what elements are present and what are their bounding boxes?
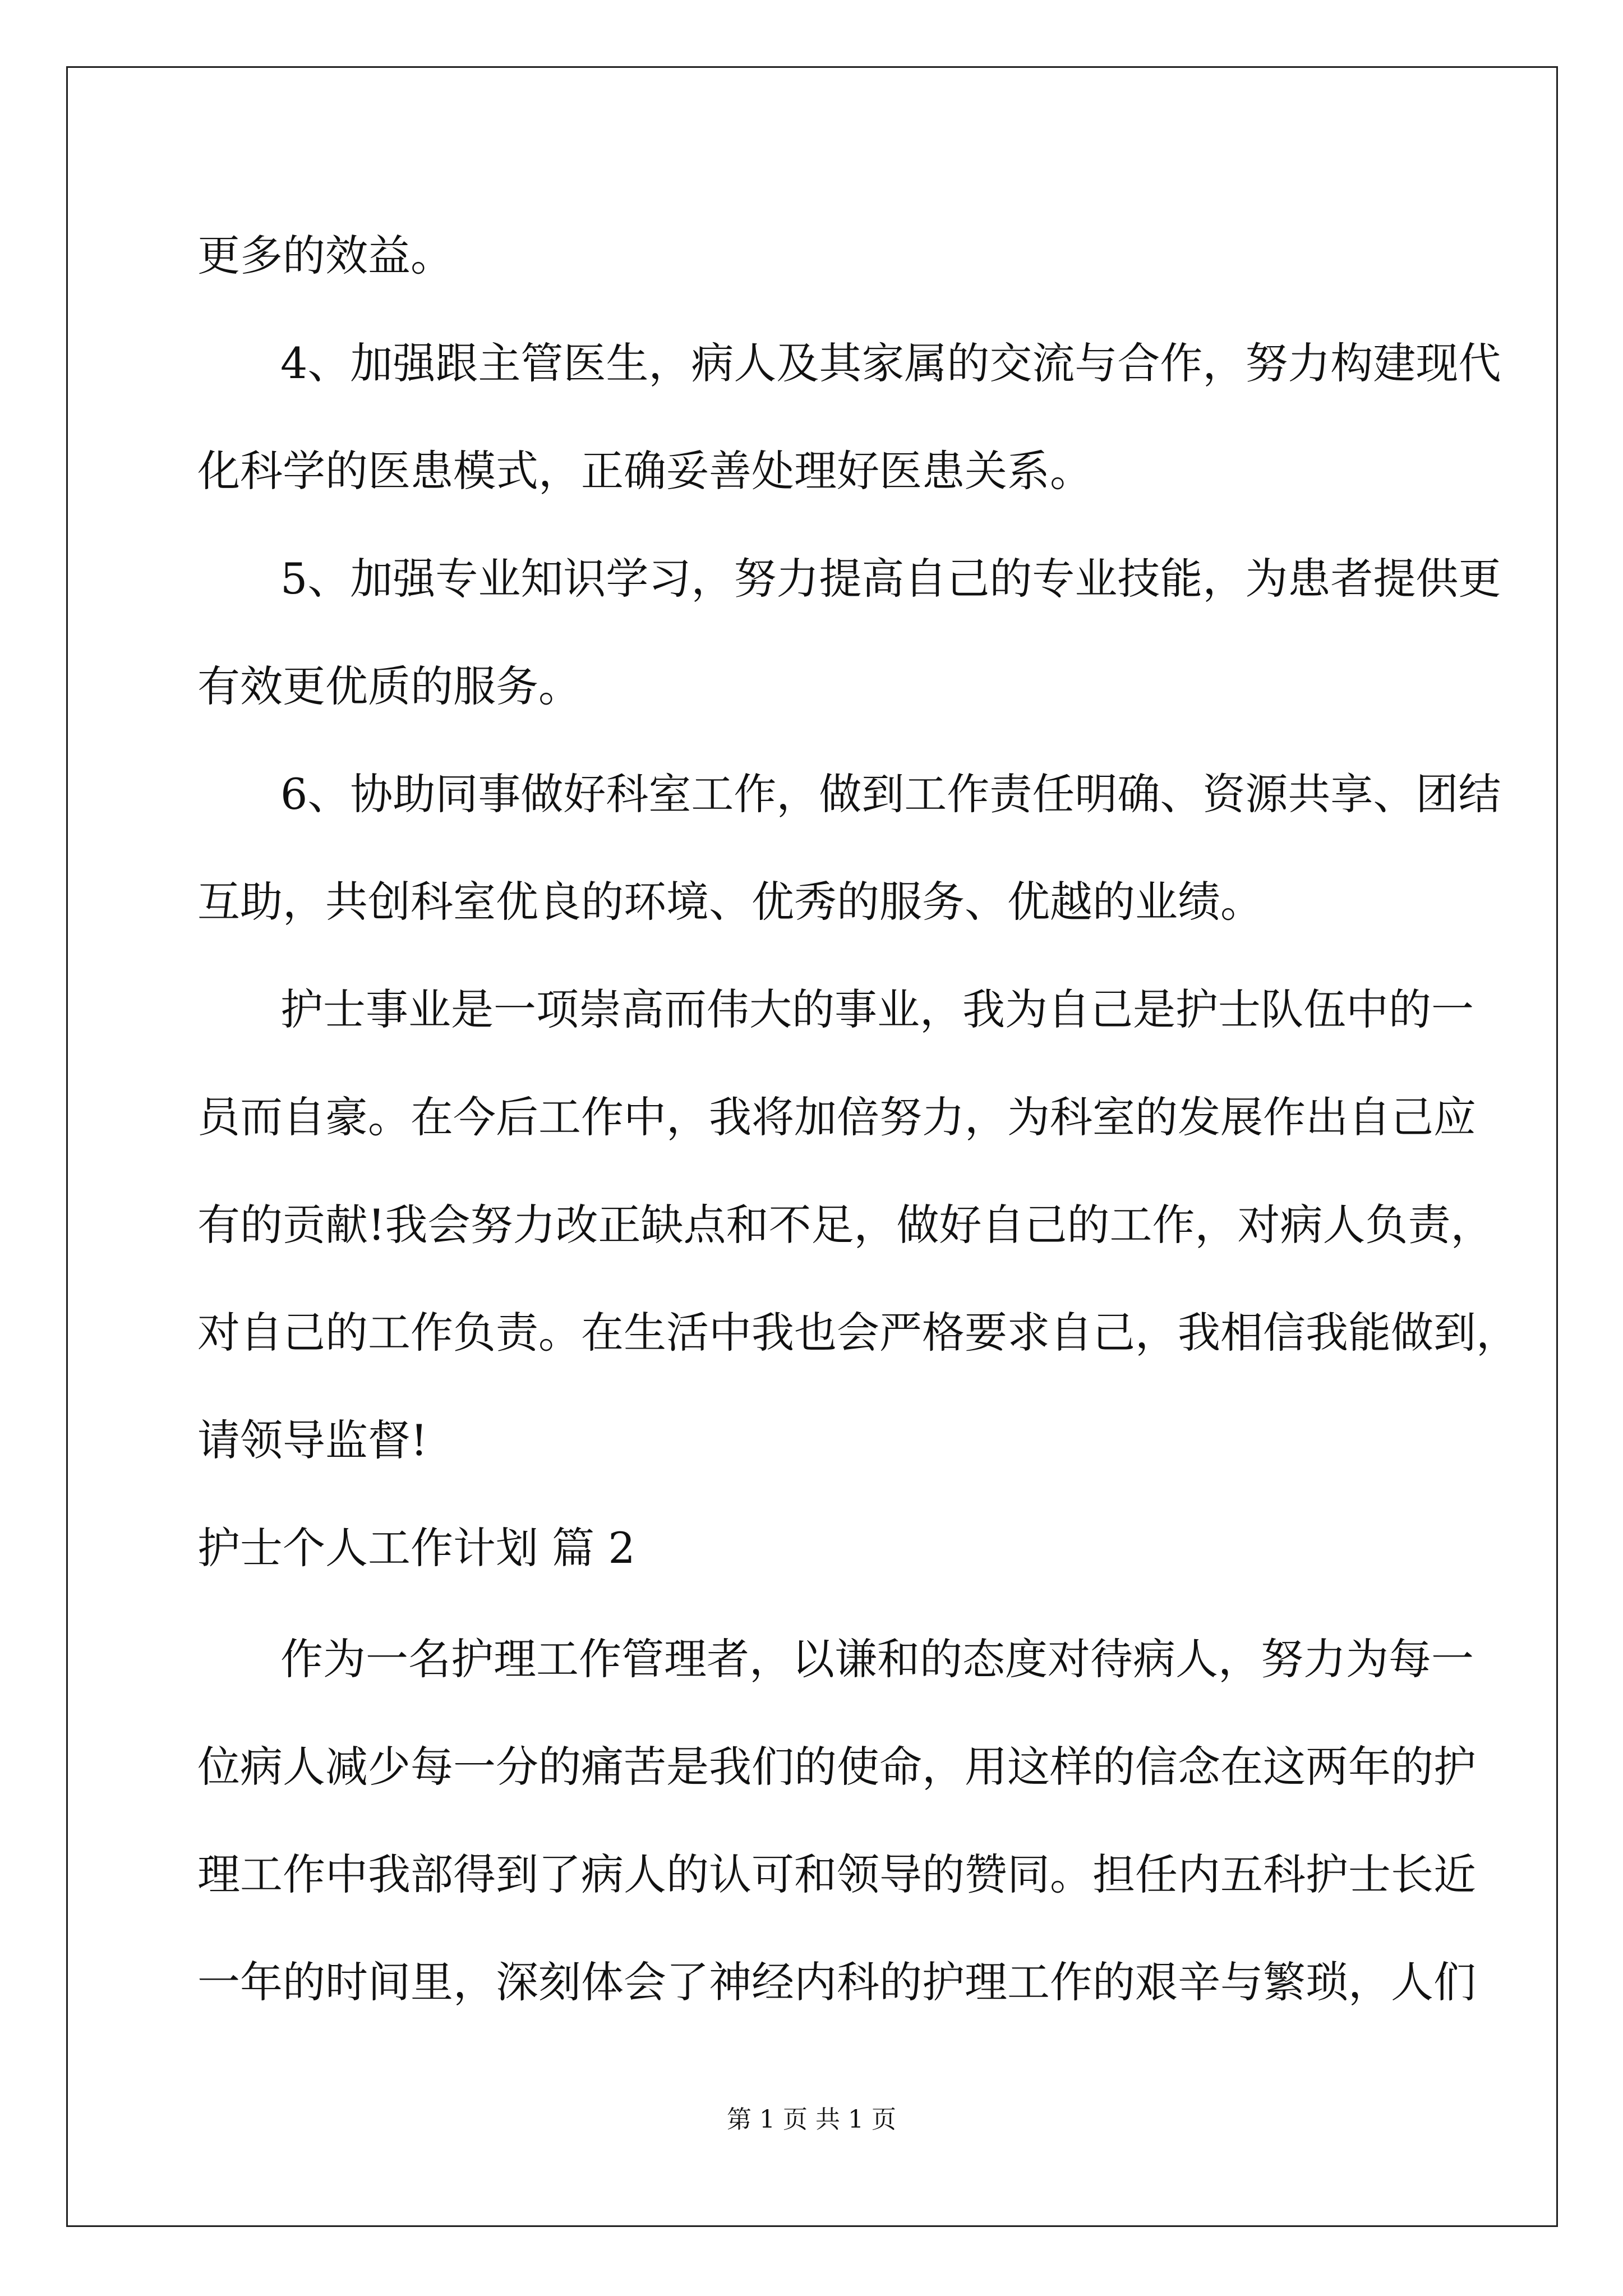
paragraph-line: 有的贡献!我会努力改正缺点和不足，做好自己的工作，对病人负责， (197, 1200, 1493, 1250)
paragraph-line: 互助，共创科室优良的环境、优秀的服务、优越的业绩。 (197, 877, 1263, 927)
paragraph-line: 4、加强跟主管医生，病人及其家属的交流与合作，努力构建现代 (280, 338, 1501, 388)
paragraph-line: 有效更优质的服务。 (197, 661, 581, 711)
paragraph-line: 请领导监督! (197, 1415, 428, 1465)
paragraph-line: 理工作中我部得到了病人的认可和领导的赞同。担任内五科护士长近 (197, 1849, 1476, 1899)
paragraph-line: 员而自豪。在今后工作中，我将加倍努力，为科室的发展作出自己应 (197, 1092, 1476, 1142)
paragraph-line: 对自己的工作负责。在生活中我也会严格要求自己，我相信我能做到， (197, 1308, 1519, 1358)
section-heading: 护士个人工作计划 篇 2 (197, 1523, 635, 1573)
page-number: 第 1 页 共 1 页 (727, 2105, 896, 2134)
page-footer (0, 2099, 1623, 2135)
paragraph-line: 位病人减少每一分的痛苦是我们的使命，用这样的信念在这两年的护 (197, 1742, 1476, 1792)
paragraph-line: 更多的效益。 (197, 231, 453, 280)
paragraph-line: 一年的时间里，深刻体会了神经内科的护理工作的艰辛与繁琐，人们 (197, 1957, 1476, 2007)
paragraph-line: 护士事业是一项崇高而伟大的事业，我为自己是护士队伍中的一 (280, 984, 1474, 1034)
paragraph-line: 化科学的医患模式，正确妥善处理好医患关系。 (197, 446, 1092, 496)
paragraph-line: 5、加强专业知识学习，努力提高自己的专业技能，为患者提供更 (280, 554, 1501, 604)
paragraph-line: 作为一名护理工作管理者，以谦和的态度对待病人，努力为每一 (280, 1634, 1474, 1684)
paragraph-line: 6、协助同事做好科室工作，做到工作责任明确、资源共享、团结 (280, 769, 1501, 819)
document-body (197, 202, 1519, 2036)
